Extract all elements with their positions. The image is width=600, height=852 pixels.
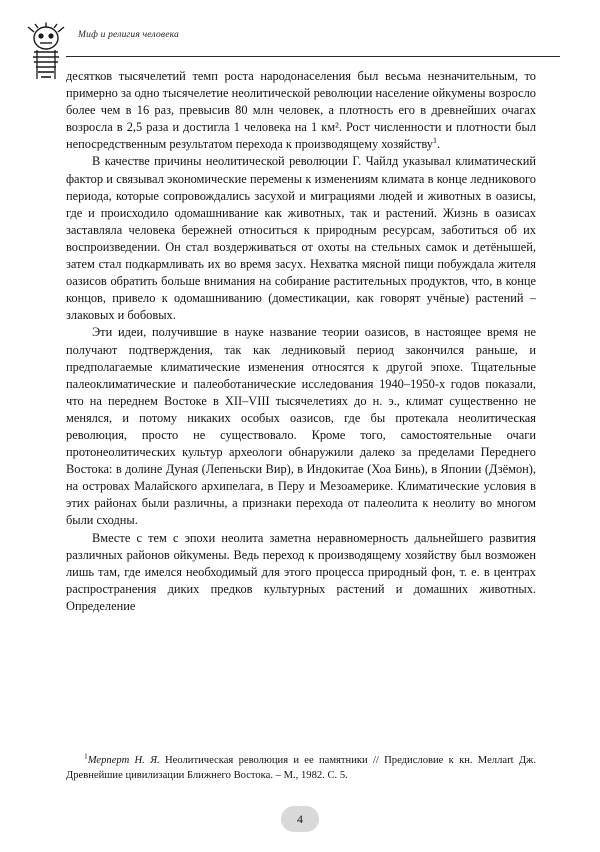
header-divider <box>66 56 560 57</box>
paragraph: В качестве причины неолитической революции Г. Чайлд указывал климатический фактор и связывал экономические перемены к изменениям климата в конце ледникового периода, которые сопровождались засухой и миграциями людей и животных в оазисы, где и происходило одомашнивание как животных, так и растений. Жизнь в оазисах заставляла человека бережней относиться к природным ресурсам, заботиться об их воспроизведении. Он стал воздерживаться от охоты на стельных самок и детёнышей, затем стал подкармливать их во время засух. Нехватка мясной пищи побуждала жителя оазисов обратить больше внимания на собирание растительных продуктов, что, в конце концов, привело к одомашниванию (доместикации, как говорят учёные) растений – злаковых и бобовых. <box>66 154 536 323</box>
footnote-area <box>66 753 536 783</box>
page-header <box>30 26 570 60</box>
footnote-reference: 1 <box>432 136 437 146</box>
body-text <box>66 68 536 615</box>
page-number-badge: 4 <box>281 806 319 832</box>
paragraph: Вместе с тем с эпохи неолита заметна неравномерность дальнейшего развития различных районов ойкумены. Ведь переход к производящему хозяйству был возможен лишь там, где имелся необходимый для этого процесса природный фон, т. е. в центрах распространения диких предков культурных растений и домашних животных. Определение <box>66 530 536 613</box>
footnote-author: Мерперт Н. Я. <box>87 755 160 766</box>
footnote <box>66 753 536 783</box>
paragraph: Эти идеи, получившие в науке название теории оазисов, в настоящее время не получают подтверждения, так как ледниковый период закончился раньше, и предполагаемые климатические изменения относятся к другой эпохе. Тщательные палеоклиматические и палеоботанические исследования 1940–1950-х годов показали, что на переднем Востоке в XII–VIII тысячелетиях до н. э., климат существенно не менялся, и потому никаких особых оазисов, где бы протекала неолитическая революция, просто не существовало. Кроме того, самостоятельные очаги протонеолитических культур археологи обнаружили далеко за пределами Переднего Востока: в долине Дуная (Лепеньски Вир), в Индокитае (Хоа Бинь), в Японии (Дзёмон), на островах Малайского архипелага, в Перу и Мезоамерике. Климатические условия в этих районах были различны, а признаки перехода от палеолита к неолиту во многом были сходны. <box>66 325 536 528</box>
running-head: Миф и религия человека <box>78 30 179 40</box>
footnote-marker: 1 <box>84 751 88 761</box>
paragraph: десятков тысячелетий темп роста народонаселения был весьма незначительным, то примерно за одно тысячелетие неолитической революции население ойкумены возросло более чем в 16 раз, превысив 80 млн человек, а плотность его в древнейших очагах возросла в 2,5 раза и достигла 1 человека на 1 км². Рост численности и плотности был непосредственным результатом перехода к производящему хозяйству$^1$. <box>66 69 536 152</box>
footnote-text: Неолитическая революция и ее памятники // Предисловие к кн. Меллart Дж. Древнейшие цивилизации Ближнего Востока. – М., 1982. С. 5. <box>66 755 537 781</box>
ancient-idol-ornament-icon <box>24 22 68 82</box>
